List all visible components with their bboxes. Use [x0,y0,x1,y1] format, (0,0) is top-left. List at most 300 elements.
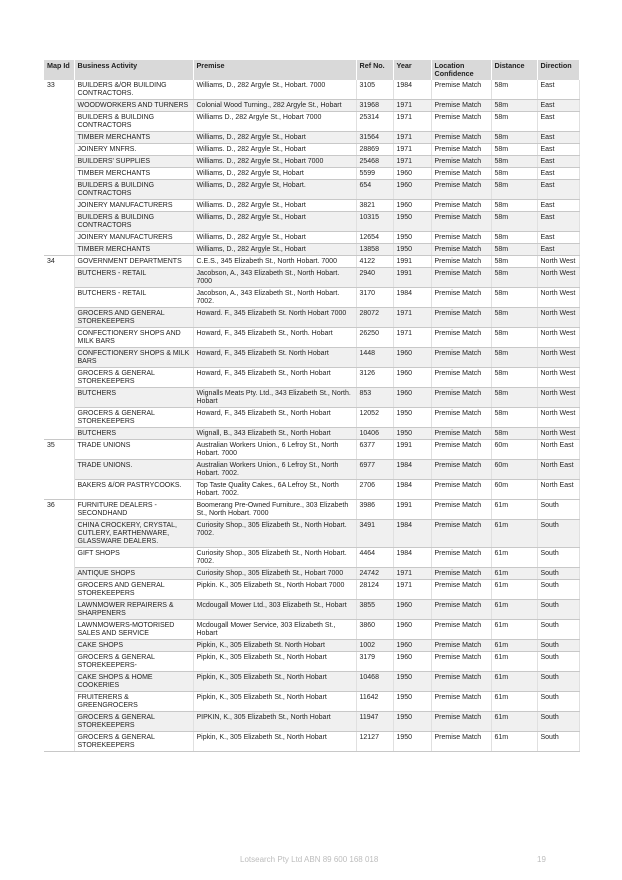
table-row [44,428,579,440]
cell-ref-no: 3170 [356,288,393,308]
cell-ref-no: 10315 [356,212,393,232]
header-premise: Premise [193,60,356,80]
cell-premise: Howard, F., 345 Elizabeth St. North Hobart [193,348,356,368]
cell-premise: Williams, D., 282 Argyle St, Hobart. [193,180,356,200]
cell-map-id [44,368,74,388]
cell-map-id [44,112,74,132]
cell-ref-no: 12052 [356,408,393,428]
table-row [44,652,579,672]
cell-map-id [44,408,74,428]
cell-direction: South [537,640,579,652]
cell-map-id [44,428,74,440]
cell-ref-no: 3821 [356,200,393,212]
cell-location-confidence: Premise Match [431,368,491,388]
cell-premise: Williams. D., 282 Argyle St., Hobart [193,200,356,212]
cell-ref-no: 3105 [356,80,393,100]
cell-business-activity: CONFECTIONERY SHOPS AND MILK BARS [74,328,193,348]
cell-distance: 58m [491,144,537,156]
cell-distance: 60m [491,480,537,500]
cell-year: 1991 [393,440,431,460]
cell-business-activity: BUILDERS & BUILDING CONTRACTORS [74,112,193,132]
cell-premise: Pipkin, K., 305 Elizabeth St., North Hobart [193,692,356,712]
cell-ref-no: 10406 [356,428,393,440]
cell-direction: East [537,112,579,132]
cell-business-activity: FRUITERERS & GREENGROCERS [74,692,193,712]
cell-direction: South [537,672,579,692]
cell-map-id [44,232,74,244]
cell-business-activity: CONFECTIONERY SHOPS & MILK BARS [74,348,193,368]
cell-direction: South [537,732,579,752]
cell-map-id [44,200,74,212]
header-year: Year [393,60,431,80]
table-row [44,440,579,460]
business-directory-table-wrapper [44,60,579,752]
cell-premise: Williams, D., 282 Argyle St, Hobart [193,168,356,180]
cell-premise: Pipkin, K., 305 Elizabeth St., North Hobart [193,652,356,672]
table-row [44,212,579,232]
cell-business-activity: GROCERS & GENERAL STOREKEEPERS [74,732,193,752]
cell-map-id [44,620,74,640]
cell-distance: 61m [491,732,537,752]
cell-premise: PIPKIN, K., 305 Elizabeth St., North Hobart [193,712,356,732]
table-body [44,80,579,752]
cell-location-confidence: Premise Match [431,288,491,308]
cell-map-id [44,308,74,328]
cell-location-confidence: Premise Match [431,168,491,180]
cell-business-activity: GIFT SHOPS [74,548,193,568]
cell-map-id [44,672,74,692]
cell-location-confidence: Premise Match [431,480,491,500]
cell-map-id [44,652,74,672]
cell-year: 1984 [393,520,431,548]
cell-distance: 61m [491,500,537,520]
cell-direction: East [537,232,579,244]
cell-location-confidence: Premise Match [431,308,491,328]
cell-distance: 58m [491,168,537,180]
cell-year: 1991 [393,268,431,288]
cell-year: 1960 [393,600,431,620]
cell-premise: Williams, D., 282 Argyle St., Hobart [193,212,356,232]
cell-premise: Curiosity Shop., 305 Elizabeth St., Hobart 7000 [193,568,356,580]
cell-map-id [44,580,74,600]
cell-location-confidence: Premise Match [431,388,491,408]
cell-distance: 60m [491,460,537,480]
cell-ref-no: 10468 [356,672,393,692]
cell-premise: Williams, D., 282 Argyle St., Hobart [193,132,356,144]
cell-distance: 61m [491,692,537,712]
cell-premise: Howard, F., 345 Elizabeth St., North Hobart [193,408,356,428]
cell-distance: 58m [491,348,537,368]
cell-location-confidence: Premise Match [431,500,491,520]
cell-distance: 61m [491,548,537,568]
cell-map-id [44,600,74,620]
cell-direction: South [537,712,579,732]
cell-premise: Williams. D., 282 Argyle St., Hobart 7000 [193,156,356,168]
cell-year: 1984 [393,80,431,100]
cell-year: 1950 [393,732,431,752]
cell-year: 1971 [393,132,431,144]
cell-ref-no: 1448 [356,348,393,368]
cell-distance: 58m [491,100,537,112]
table-row [44,80,579,100]
cell-map-id: 34 [44,256,74,268]
cell-year: 1960 [393,388,431,408]
table-row [44,132,579,144]
cell-direction: East [537,144,579,156]
cell-business-activity: BAKERS &/OR PASTRYCOOKS. [74,480,193,500]
cell-business-activity: TRADE UNIONS [74,440,193,460]
cell-direction: North East [537,480,579,500]
cell-ref-no: 28869 [356,144,393,156]
header-location-confidence: Location Confidence [431,60,491,80]
cell-premise: Pipkin, K., 305 Elizabeth St. North Hobart [193,640,356,652]
cell-map-id [44,568,74,580]
cell-ref-no: 6377 [356,440,393,460]
cell-direction: East [537,168,579,180]
cell-direction: North West [537,428,579,440]
cell-direction: North East [537,460,579,480]
cell-premise: Pipkin, K., 305 Elizabeth St., North Hobart [193,672,356,692]
cell-distance: 58m [491,200,537,212]
cell-ref-no: 5599 [356,168,393,180]
cell-distance: 61m [491,580,537,600]
table-row [44,600,579,620]
cell-location-confidence: Premise Match [431,672,491,692]
cell-year: 1950 [393,244,431,256]
cell-year: 1971 [393,308,431,328]
cell-year: 1960 [393,200,431,212]
cell-direction: East [537,180,579,200]
cell-distance: 58m [491,156,537,168]
cell-year: 1991 [393,500,431,520]
cell-map-id [44,244,74,256]
cell-ref-no: 3126 [356,368,393,388]
cell-year: 1971 [393,156,431,168]
cell-premise: Howard, F., 345 Elizabeth St., North Hobart [193,368,356,388]
cell-year: 1971 [393,100,431,112]
cell-direction: South [537,692,579,712]
cell-location-confidence: Premise Match [431,620,491,640]
cell-distance: 58m [491,232,537,244]
cell-map-id [44,692,74,712]
cell-map-id [44,348,74,368]
cell-ref-no: 4464 [356,548,393,568]
cell-business-activity: JOINERY MANUFACTURERS [74,232,193,244]
cell-ref-no: 28124 [356,580,393,600]
cell-year: 1950 [393,232,431,244]
cell-location-confidence: Premise Match [431,600,491,620]
cell-business-activity: CAKE SHOPS [74,640,193,652]
cell-year: 1950 [393,408,431,428]
cell-direction: East [537,132,579,144]
cell-direction: South [537,652,579,672]
table-row [44,520,579,548]
table-header-row [44,60,579,80]
cell-location-confidence: Premise Match [431,244,491,256]
cell-premise: Curiosity Shop., 305 Elizabeth St., North Hobart. 7002. [193,548,356,568]
cell-distance: 61m [491,600,537,620]
cell-distance: 61m [491,520,537,548]
cell-business-activity: LAWNMOWERS-MOTORISED SALES AND SERVICE [74,620,193,640]
cell-distance: 58m [491,180,537,200]
table-row [44,112,579,132]
cell-distance: 60m [491,440,537,460]
cell-ref-no: 11947 [356,712,393,732]
cell-location-confidence: Premise Match [431,568,491,580]
cell-distance: 61m [491,620,537,640]
cell-business-activity: JOINERY MNFRS. [74,144,193,156]
table-row [44,232,579,244]
cell-business-activity: BUILDERS &/OR BUILDING CONTRACTORS. [74,80,193,100]
cell-business-activity: FURNITURE DEALERS - SECONDHAND [74,500,193,520]
cell-map-id [44,268,74,288]
cell-year: 1960 [393,168,431,180]
cell-location-confidence: Premise Match [431,200,491,212]
cell-location-confidence: Premise Match [431,212,491,232]
cell-map-id: 35 [44,440,74,460]
table-row [44,156,579,168]
cell-year: 1960 [393,368,431,388]
cell-business-activity: TRADE UNIONS. [74,460,193,480]
cell-premise: Williams, D., 282 Argyle St., Hobart [193,232,356,244]
cell-ref-no: 24742 [356,568,393,580]
cell-distance: 58m [491,112,537,132]
cell-year: 1971 [393,328,431,348]
cell-business-activity: BUILDERS & BUILDING CONTRACTORS [74,180,193,200]
table-row [44,548,579,568]
cell-ref-no: 6977 [356,460,393,480]
table-row [44,732,579,752]
cell-premise: Williams, D., 282 Argyle St., Hobart [193,244,356,256]
cell-ref-no: 4122 [356,256,393,268]
cell-premise: C.E.S., 345 Elizabeth St., North Hobart. 7000 [193,256,356,268]
cell-distance: 58m [491,408,537,428]
cell-ref-no: 12127 [356,732,393,752]
cell-ref-no: 3179 [356,652,393,672]
cell-map-id [44,328,74,348]
cell-premise: Colonial Wood Turning., 282 Argyle St., Hobart [193,100,356,112]
cell-ref-no: 25468 [356,156,393,168]
cell-location-confidence: Premise Match [431,100,491,112]
table-row [44,368,579,388]
cell-business-activity: JOINERY MANUFACTURERS [74,200,193,212]
cell-direction: South [537,548,579,568]
cell-map-id [44,640,74,652]
cell-map-id: 36 [44,500,74,520]
cell-ref-no: 28072 [356,308,393,328]
cell-ref-no: 1002 [356,640,393,652]
cell-business-activity: CAKE SHOPS & HOME COOKERIES [74,672,193,692]
cell-direction: South [537,580,579,600]
header-direction: Direction [537,60,579,80]
cell-year: 1950 [393,692,431,712]
table-row [44,348,579,368]
cell-premise: Williams D., 282 Argyle St., Hobart 7000 [193,112,356,132]
cell-location-confidence: Premise Match [431,256,491,268]
cell-distance: 58m [491,428,537,440]
cell-direction: East [537,80,579,100]
cell-premise: Williams, D., 282 Argyle St., Hobart. 7000 [193,80,356,100]
cell-direction: North West [537,268,579,288]
cell-ref-no: 12654 [356,232,393,244]
cell-location-confidence: Premise Match [431,440,491,460]
cell-location-confidence: Premise Match [431,348,491,368]
cell-year: 1950 [393,428,431,440]
table-row [44,244,579,256]
cell-location-confidence: Premise Match [431,732,491,752]
table-row [44,580,579,600]
table-row [44,568,579,580]
cell-year: 1984 [393,548,431,568]
cell-year: 1991 [393,256,431,268]
cell-direction: South [537,600,579,620]
cell-ref-no: 26250 [356,328,393,348]
cell-premise: Mcdougall Mower Service, 303 Elizabeth St., Hobart [193,620,356,640]
cell-year: 1971 [393,112,431,132]
header-business-activity: Business Activity [74,60,193,80]
cell-business-activity: GROCERS AND GENERAL STOREKEEPERS [74,580,193,600]
cell-location-confidence: Premise Match [431,132,491,144]
cell-year: 1960 [393,620,431,640]
cell-business-activity: WOODWORKERS AND TURNERS [74,100,193,112]
cell-location-confidence: Premise Match [431,268,491,288]
table-row [44,180,579,200]
cell-business-activity: BUTCHERS - RETAIL [74,288,193,308]
cell-direction: East [537,200,579,212]
cell-map-id [44,100,74,112]
cell-business-activity: LAWNMOWER REPAIRERS & SHARPENERS [74,600,193,620]
cell-direction: South [537,500,579,520]
cell-year: 1960 [393,180,431,200]
cell-location-confidence: Premise Match [431,144,491,156]
cell-location-confidence: Premise Match [431,180,491,200]
cell-business-activity: GROCERS & GENERAL STOREKEEPERS- [74,652,193,672]
cell-map-id [44,712,74,732]
cell-business-activity: TIMBER MERCHANTS [74,244,193,256]
cell-year: 1971 [393,580,431,600]
cell-business-activity: GOVERNMENT DEPARTMENTS [74,256,193,268]
cell-direction: East [537,156,579,168]
table-row [44,480,579,500]
cell-year: 1984 [393,460,431,480]
cell-location-confidence: Premise Match [431,580,491,600]
cell-direction: North West [537,408,579,428]
cell-business-activity: GROCERS & GENERAL STOREKEEPERS [74,712,193,732]
cell-location-confidence: Premise Match [431,712,491,732]
cell-distance: 61m [491,712,537,732]
page-number: 19 [537,855,546,864]
cell-premise: Australian Workers Union., 6 Lefroy St., North Hobart. 7000 [193,440,356,460]
cell-ref-no: 2706 [356,480,393,500]
cell-year: 1950 [393,712,431,732]
cell-map-id [44,388,74,408]
cell-distance: 58m [491,308,537,328]
cell-business-activity: TIMBER MERCHANTS [74,168,193,180]
cell-year: 1960 [393,348,431,368]
cell-distance: 58m [491,256,537,268]
cell-direction: South [537,620,579,640]
cell-distance: 61m [491,568,537,580]
cell-premise: Wignall, B., 343 Elizabeth St., North Hobart [193,428,356,440]
cell-location-confidence: Premise Match [431,460,491,480]
cell-ref-no: 25314 [356,112,393,132]
cell-distance: 61m [491,652,537,672]
cell-location-confidence: Premise Match [431,640,491,652]
cell-location-confidence: Premise Match [431,232,491,244]
cell-location-confidence: Premise Match [431,692,491,712]
cell-business-activity: ANTIQUE SHOPS [74,568,193,580]
cell-map-id [44,212,74,232]
cell-business-activity: BUILDERS' SUPPLIES [74,156,193,168]
cell-distance: 58m [491,268,537,288]
cell-ref-no: 853 [356,388,393,408]
cell-ref-no: 31968 [356,100,393,112]
cell-premise: Mcdougall Mower Ltd., 303 Elizabeth St., Hobart [193,600,356,620]
header-distance: Distance [491,60,537,80]
cell-premise: Boomerang Pre-Owned Furniture., 303 Elizabeth St., North Hobart. 7000 [193,500,356,520]
cell-distance: 58m [491,80,537,100]
table-row [44,408,579,428]
cell-premise: Williams. D., 282 Argyle St., Hobart [193,144,356,156]
header-ref-no: Ref No. [356,60,393,80]
table-row [44,460,579,480]
cell-business-activity: BUTCHERS [74,428,193,440]
cell-premise: Pipkin. K., 305 Elizabeth St., North Hobart 7000 [193,580,356,600]
cell-premise: Australian Workers Union., 6 Lefroy St., North Hobart. 7002. [193,460,356,480]
cell-business-activity: GROCERS & GENERAL STOREKEEPERS [74,408,193,428]
cell-ref-no: 2940 [356,268,393,288]
cell-distance: 61m [491,640,537,652]
cell-premise: Howard, F., 345 Elizabeth St., North. Hobart [193,328,356,348]
cell-location-confidence: Premise Match [431,80,491,100]
cell-location-confidence: Premise Match [431,548,491,568]
header-map-id: Map Id [44,60,74,80]
cell-map-id [44,156,74,168]
cell-map-id [44,732,74,752]
cell-direction: South [537,520,579,548]
cell-distance: 58m [491,328,537,348]
cell-distance: 58m [491,288,537,308]
cell-ref-no: 3855 [356,600,393,620]
cell-premise: Jacobson, A., 343 Elizabeth St., North Hobart. 7002. [193,288,356,308]
cell-location-confidence: Premise Match [431,408,491,428]
cell-year: 1971 [393,144,431,156]
cell-map-id [44,168,74,180]
cell-business-activity: BUTCHERS - RETAIL [74,268,193,288]
cell-location-confidence: Premise Match [431,156,491,168]
cell-direction: North West [537,308,579,328]
table-row [44,288,579,308]
cell-ref-no: 31564 [356,132,393,144]
cell-direction: East [537,100,579,112]
cell-premise: Wignalls Meats Pty. Ltd., 343 Elizabeth St., North. Hobart [193,388,356,408]
cell-map-id [44,548,74,568]
cell-direction: North West [537,288,579,308]
cell-year: 1984 [393,288,431,308]
cell-location-confidence: Premise Match [431,652,491,672]
cell-distance: 58m [491,368,537,388]
cell-direction: East [537,244,579,256]
cell-direction: East [537,212,579,232]
table-row [44,500,579,520]
cell-distance: 58m [491,388,537,408]
cell-distance: 61m [491,672,537,692]
cell-location-confidence: Premise Match [431,520,491,548]
table-row [44,168,579,180]
table-row [44,640,579,652]
cell-direction: North West [537,368,579,388]
cell-business-activity: GROCERS & GENERAL STOREKEEPERS [74,368,193,388]
